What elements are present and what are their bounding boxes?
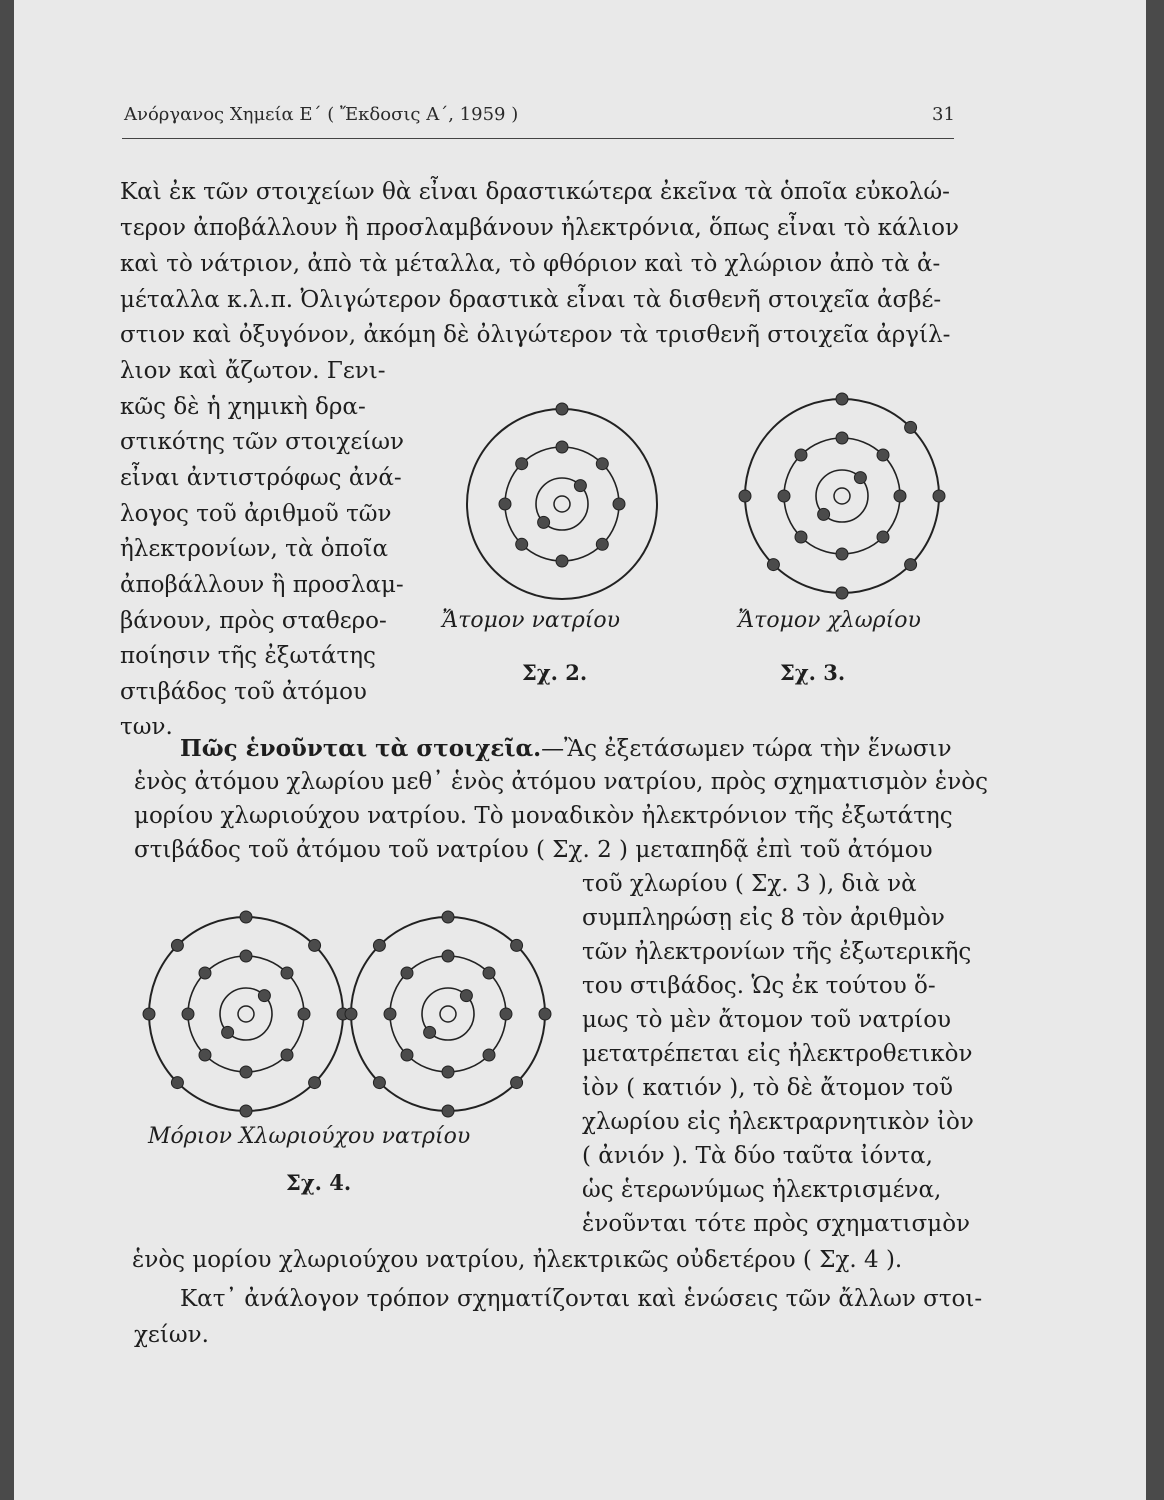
sodium-electron [556,403,568,415]
text-line: χλωρίου εἰς ἠλεκτραρνητικὸν ἰὸν [582,1109,974,1135]
chlorine-electron [905,421,917,433]
sodium-ion-electron [171,1077,183,1089]
text-line: στιβάδος τοῦ ἀτόμου [120,679,367,705]
text-line: του στιβάδος. Ὡς ἐκ τούτου ὅ- [582,973,936,999]
sodium-electron [556,441,568,453]
chloride-ion-electron [401,1049,413,1061]
text-line: λιον καὶ ἄζωτον. Γενι- [120,358,386,384]
chlorine-nucleus [834,488,850,504]
chlorine-electron [905,559,917,571]
sodium-ion-electron [258,990,270,1002]
section-heading: Πῶς ἑνοῦνται τὰ στοιχεῖα. [180,735,542,762]
chlorine-electron [795,449,807,461]
sodium-ion-electron [143,1008,155,1020]
sodium-electron [499,498,511,510]
text-line: ἑνὸς μορίου χλωριούχου νατρίου, ἠλεκτρικῶς οὐδετέρου ( Σχ. 4 ). [132,1247,903,1273]
header-rule [122,138,954,139]
book-page [14,0,1146,1500]
chlorine-electron [818,508,830,520]
chloride-ion-electron [373,939,385,951]
sodium-ion-electron [298,1008,310,1020]
chloride-ion-electron [424,1026,436,1038]
chlorine-electron [836,587,848,599]
fig2-caption: Ἄτομον νατρίου [442,608,621,633]
chloride-ion-electron [483,967,495,979]
sodium-ion-electron [281,967,293,979]
chlorine-electron [836,548,848,560]
text-line: λογος τοῦ ἀριθμοῦ τῶν [120,501,392,527]
sodium-electron [596,458,608,470]
chlorine-electron [795,531,807,543]
text-line: ἀποβάλλουν ἢ προσλαμ- [120,572,404,598]
page-number: 31 [932,104,955,125]
sodium-ion-electron [222,1026,234,1038]
sodium-ion-electron [199,1049,211,1061]
text-line: ( ἀνιόν ). Τὰ δύο ταῦτα ἰόντα, [582,1143,933,1169]
sodium-ion-electron [281,1049,293,1061]
text-line: ἑνὸς ἀτόμου χλωρίου μεθ᾽ ἑνὸς ἀτόμου νατρίου, πρὸς σχηματισμὸν ἑνὸς [134,769,988,795]
text-line: μετατρέπεται εἰς ἠλεκτροθετικὸν [582,1041,973,1067]
chlorine-electron [894,490,906,502]
sodium-electron [516,538,528,550]
text-line: Κατ᾽ ἀνάλογον τρόπον σχηματίζονται καὶ ἑνώσεις τῶν ἄλλων στοι- [180,1286,983,1312]
sodium-ion-electron [240,911,252,923]
text-line: βάνουν, πρὸς σταθερο- [120,608,387,634]
sodium-electron [613,498,625,510]
text-line: καὶ τὸ νάτριον, ἀπὸ τὰ μέταλλα, τὸ φθόριον καὶ τὸ χλώριον ἀπὸ τὰ ἀ- [120,251,941,277]
chloride-ion-electron [539,1008,551,1020]
chloride-ion-electron [442,1066,454,1078]
text-line: στικότης τῶν στοιχείων [120,429,405,455]
chlorine-electron [836,432,848,444]
text-line: των. [120,714,173,740]
chloride-ion-electron [442,1105,454,1117]
chloride-ion-electron [511,1077,523,1089]
sodium-chloride-molecule-diagram [142,910,562,1130]
text-line: εἶναι ἀντιστρόφως ἀνά- [120,465,402,491]
text-line: μως τὸ μὲν ἄτομον τοῦ νατρίου [582,1007,952,1033]
chlorine-electron [877,531,889,543]
sodium-ion-electron [240,1066,252,1078]
chloride-ion-electron [442,950,454,962]
fig3-caption: Ἄτομον χλωρίου [738,608,921,633]
sodium-ion-nucleus [238,1006,254,1022]
text-line: χείων. [134,1322,209,1348]
text-line: τοῦ χλωρίου ( Σχ. 3 ), διὰ νὰ [582,871,917,897]
sodium-ion-electron [182,1008,194,1020]
fig4-label: Σχ. 4. [286,1170,352,1195]
sodium-electron [516,458,528,470]
sodium-electron [556,555,568,567]
sodium-ion-electron [171,939,183,951]
chloride-ion-electron [511,939,523,951]
chloride-ion-electron [460,990,472,1002]
text-line: Καὶ ἐκ τῶν στοιχείων θὰ εἶναι δραστικώτερα ἐκεῖνα τὰ ὁποῖα εὐκολώ- [120,179,950,205]
text-line: στιβάδος τοῦ ἀτόμου τοῦ νατρίου ( Σχ. 2 ) μεταπηδᾷ ἐπὶ τοῦ ἀτόμου [134,837,933,863]
text-line: ἠλεκτρονίων, τὰ ὁποῖα [120,536,389,562]
text-line: τερον ἀποβάλλουν ἢ προσλαμβάνουν ἠλεκτρόνια, ὅπως εἶναι τὸ κάλιον [120,215,959,241]
text-line: μορίου χλωριούχου νατρίου. Τὸ μοναδικὸν ἠλεκτρόνιον τῆς ἐξωτάτης [134,803,953,829]
chlorine-electron [933,490,945,502]
chloride-ion-nucleus [440,1006,456,1022]
sodium-ion-electron [199,967,211,979]
chlorine-electron [778,490,790,502]
chlorine-electron [836,393,848,405]
text-line: ὡς ἑτερωνύμως ἠλεκτρισμένα, [582,1177,942,1203]
text-line: ἑνοῦνται τότε πρὸς σχηματισμὸν [582,1211,971,1237]
fig4-caption: Μόριον Χλωριούχου νατρίου [148,1124,471,1149]
chlorine-electron [877,449,889,461]
sodium-atom-diagram [442,404,682,609]
chlorine-electron [854,472,866,484]
sodium-ion-electron [309,939,321,951]
text-line: συμπληρώσῃ εἰς 8 τὸν ἀριθμὸν [582,905,945,931]
chlorine-atom-diagram [732,394,952,609]
text-line: μέταλλα κ.λ.π. Ὀλιγώτερον δραστικὰ εἶναι τὰ δισθενῆ στοιχεῖα ἀσβέ- [120,287,942,313]
running-header-title: Ανόργανος Χημεία Ε΄ ( Ἔκδοσις Α΄, 1959 ) [124,104,519,125]
chlorine-electron [739,490,751,502]
chloride-ion-electron [384,1008,396,1020]
sodium-shell-3 [467,409,657,599]
sodium-ion-electron [240,950,252,962]
text-line: ποίησιν τῆς ἐξωτάτης [120,643,376,669]
chloride-ion-electron [345,1008,357,1020]
sodium-ion-electron [309,1077,321,1089]
chloride-ion-electron [500,1008,512,1020]
sodium-nucleus [554,496,570,512]
sodium-electron [574,480,586,492]
text-line: κῶς δὲ ἡ χημικὴ δρα- [120,394,366,420]
fig2-label: Σχ. 2. [522,660,588,685]
text-line: στιον καὶ ὀξυγόνον, ἀκόμη δὲ ὀλιγώτερον τὰ τρισθενῆ στοιχεῖα ἀργίλ- [120,322,951,348]
sodium-ion-electron [240,1105,252,1117]
text-line: ἰὸν ( κατιόν ), τὸ δὲ ἄτομον τοῦ [582,1075,953,1101]
text-line: —Ἂς ἐξετάσωμεν τώρα τὴν ἕνωσιν [541,736,952,762]
sodium-electron [538,516,550,528]
text-line: τῶν ἠλεκτρονίων τῆς ἐξωτερικῆς [582,939,972,965]
chloride-ion-electron [442,911,454,923]
chlorine-electron [767,559,779,571]
sodium-electron [596,538,608,550]
chloride-ion-electron [401,967,413,979]
chloride-ion-electron [373,1077,385,1089]
fig3-label: Σχ. 3. [780,660,846,685]
chloride-ion-electron [483,1049,495,1061]
